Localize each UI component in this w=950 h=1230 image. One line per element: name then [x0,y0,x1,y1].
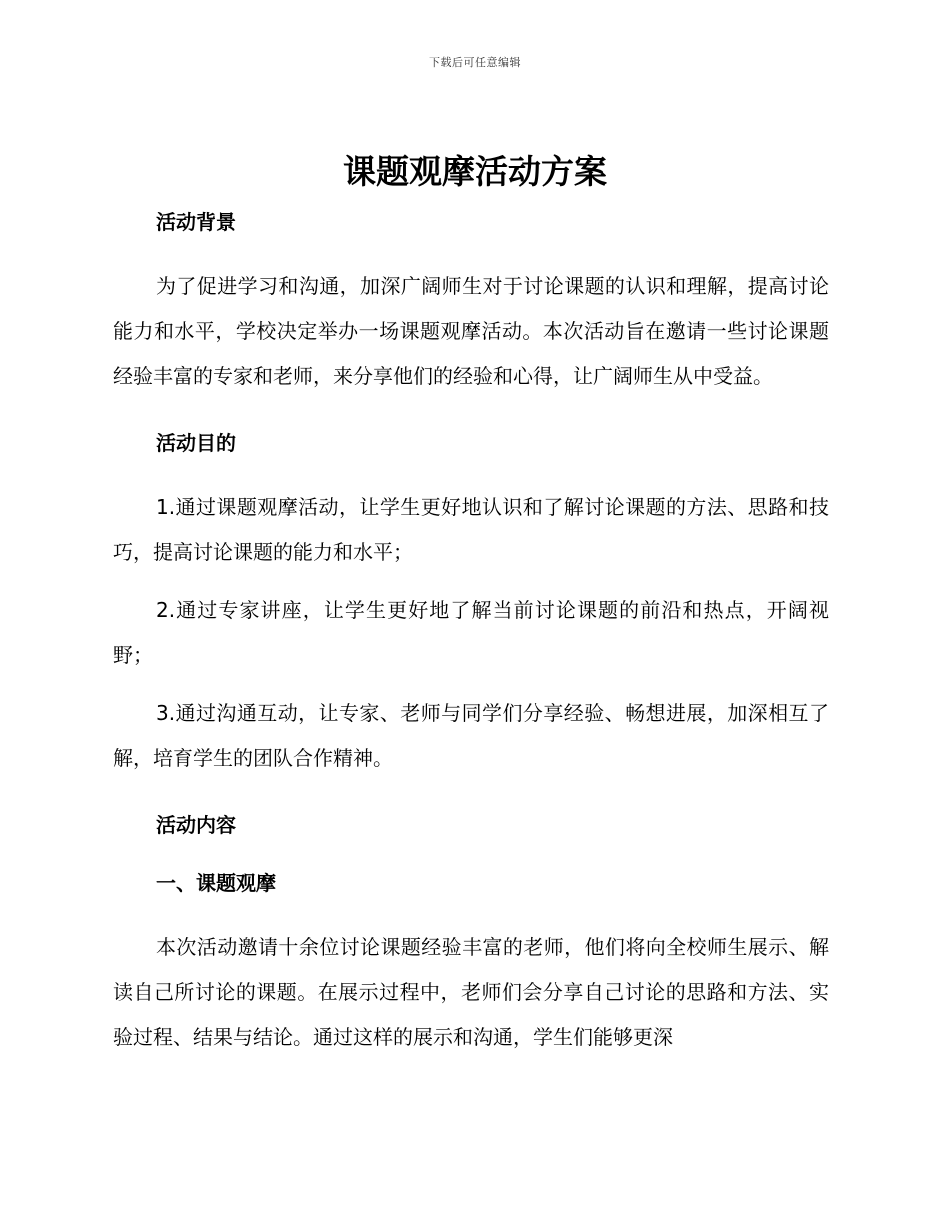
section-heading-background: 活动背景 [156,210,236,234]
paragraph-purpose-3: 3.通过沟通互动，让专家、老师与同学们分享经验、畅想进展，加深相互了解，培育学生的团队合作精神。 [113,701,829,770]
document-title: 课题观摩活动方案 [343,152,607,191]
sub-heading-observation: 一、课题观摩 [156,871,276,895]
paragraph-purpose-1: 1.通过课题观摩活动，让学生更好地认识和了解讨论课题的方法、思路和技巧，提高讨论课题的能力和水平； [113,495,829,564]
paragraph-background: 为了促进学习和沟通，加深广阔师生对于讨论课题的认识和理解，提高讨论能力和水平，学校决定举办一场课题观摩活动。本次活动旨在邀请一些讨论课题经验丰富的专家和老师，来分享他们的经验和心得，让广阔师生从中受益。 [113,274,829,388]
document-body [113,200,829,1060]
section-heading-content: 活动内容 [156,813,236,837]
paragraph-observation: 本次活动邀请十余位讨论课题经验丰富的老师，他们将向全校师生展示、解读自己所讨论的课题。在展示过程中，老师们会分享自己讨论的思路和方法、实验过程、结果与结论。通过这样的展示和沟通，学生们能够更深 [113,935,829,1049]
header-note: 下载后可任意编辑 [429,56,521,69]
section-heading-purpose: 活动目的 [156,431,236,455]
paragraph-purpose-2: 2.通过专家讲座，让学生更好地了解当前讨论课题的前沿和热点，开阔视野； [113,598,829,667]
